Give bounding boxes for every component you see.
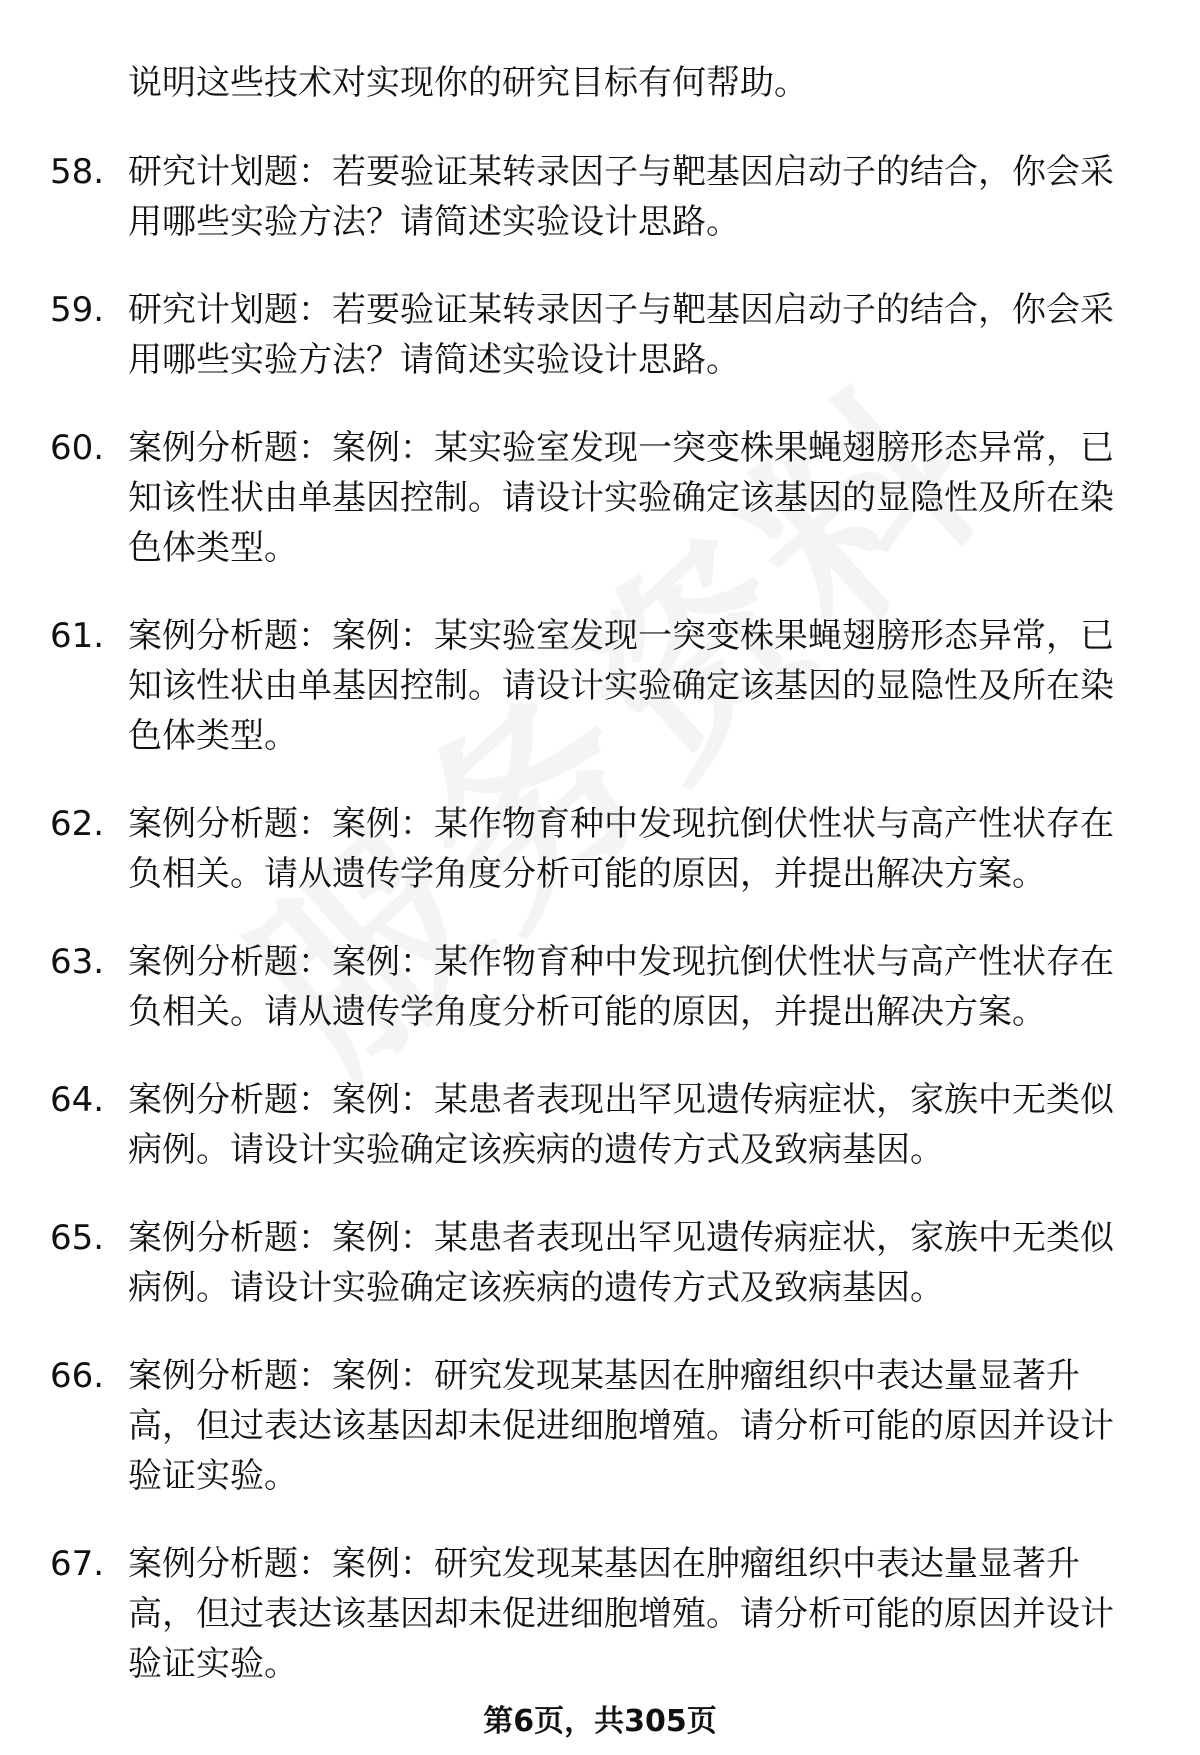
question-number: 65. <box>50 1218 105 1258</box>
question-text: 案例分析题：案例：研究发现某基因在肿瘤组织中表达量显著升高，但过表达该基因却未促进细胞增殖。请分析可能的原因并设计验证实验。 <box>128 1356 1114 1496</box>
document-page: 说明这些技术对实现你的研究目标有何帮助。 58. 研究计划题：若要验证某转录因子与靶基因启动子的结合，你会采用哪些实验方法？请简述实验设计思路。 59. 研究计划题：若要验证某转录因子与靶基因启动子的结合，你会采用哪些实验方法？请简述实验设计思路。 60. 案例分析题：案例：某实验室发现一突变株果蝇翅膀形态异常，已知该性状由单基因控制。请设计实验确定该基因的显隐性及所在染色体类型。 61. 案例分析题：案例：某实验室发现一突变株果蝇翅膀形态异常，已知该性状由单基因控制。请设计实验确定该基因的显隐性及所在染色体类型。 62. 案例分析题：案例：某作物育种中发现抗倒伏性状与高产性状存在负相关。请从遗传学角度分析可能的原因，并提出解决方案。 63. 案例分析题：案例：某作物育种中发现抗倒伏性状与高产性状存在负相关。请从遗传学角度分析可能的原因，并提出解决方案。 64. 案例分析题：案例：某患者表现出罕见遗传病症状，家族中无类似病例。请设计实验确定该疾病的遗传方式及致病基因。 65. 案例分析题：案例：某患者表现出罕见遗传病症状，家族中无类似病例。请设计实验确定该疾病的遗传方式及致病基因。 66. 案例分析题：案例：研究发现某基因在肿瘤组织中表达量显著升高，但过表达该基因却未促进细胞增殖。请分析可能的原因并设计验证实验。 67. 案例分析题：案例：研究发现某基因在肿瘤组织中表达量显著升高，但过表达该基因却未促进细胞增殖。请分析可能的原因并设计验证实验。 第6页，共305页 <box>0 0 1200 1755</box>
question-number: 59. <box>50 290 105 330</box>
question-text: 案例分析题：案例：某实验室发现一突变株果蝇翅膀形态异常，已知该性状由单基因控制。请设计实验确定该基因的显隐性及所在染色体类型。 <box>128 428 1114 568</box>
question-number: 66. <box>50 1356 105 1396</box>
question-number: 58. <box>50 152 105 192</box>
question-text: 案例分析题：案例：某作物育种中发现抗倒伏性状与高产性状存在负相关。请从遗传学角度分析可能的原因，并提出解决方案。 <box>128 942 1114 1032</box>
question-text: 研究计划题：若要验证某转录因子与靶基因启动子的结合，你会采用哪些实验方法？请简述实验设计思路。 <box>128 290 1114 380</box>
question-text: 案例分析题：案例：某作物育种中发现抗倒伏性状与高产性状存在负相关。请从遗传学角度分析可能的原因，并提出解决方案。 <box>128 804 1114 894</box>
question-number: 64. <box>50 1080 105 1120</box>
question-text: 案例分析题：案例：某患者表现出罕见遗传病症状，家族中无类似病例。请设计实验确定该疾病的遗传方式及致病基因。 <box>128 1218 1114 1308</box>
question-number: 62. <box>50 804 105 844</box>
question-number: 63. <box>50 942 105 982</box>
question-number: 67. <box>50 1544 105 1584</box>
page-number-footer: 第6页，共305页 <box>483 1704 717 1739</box>
question-text: 案例分析题：案例：某患者表现出罕见遗传病症状，家族中无类似病例。请设计实验确定该疾病的遗传方式及致病基因。 <box>128 1080 1114 1170</box>
question-text: 案例分析题：案例：某实验室发现一突变株果蝇翅膀形态异常，已知该性状由单基因控制。请设计实验确定该基因的显隐性及所在染色体类型。 <box>128 616 1114 756</box>
question-text: 研究计划题：若要验证某转录因子与靶基因启动子的结合，你会采用哪些实验方法？请简述实验设计思路。 <box>128 152 1114 242</box>
question-number: 61. <box>50 616 105 656</box>
question-text: 案例分析题：案例：研究发现某基因在肿瘤组织中表达量显著升高，但过表达该基因却未促进细胞增殖。请分析可能的原因并设计验证实验。 <box>128 1544 1114 1684</box>
question-number: 60. <box>50 428 105 468</box>
